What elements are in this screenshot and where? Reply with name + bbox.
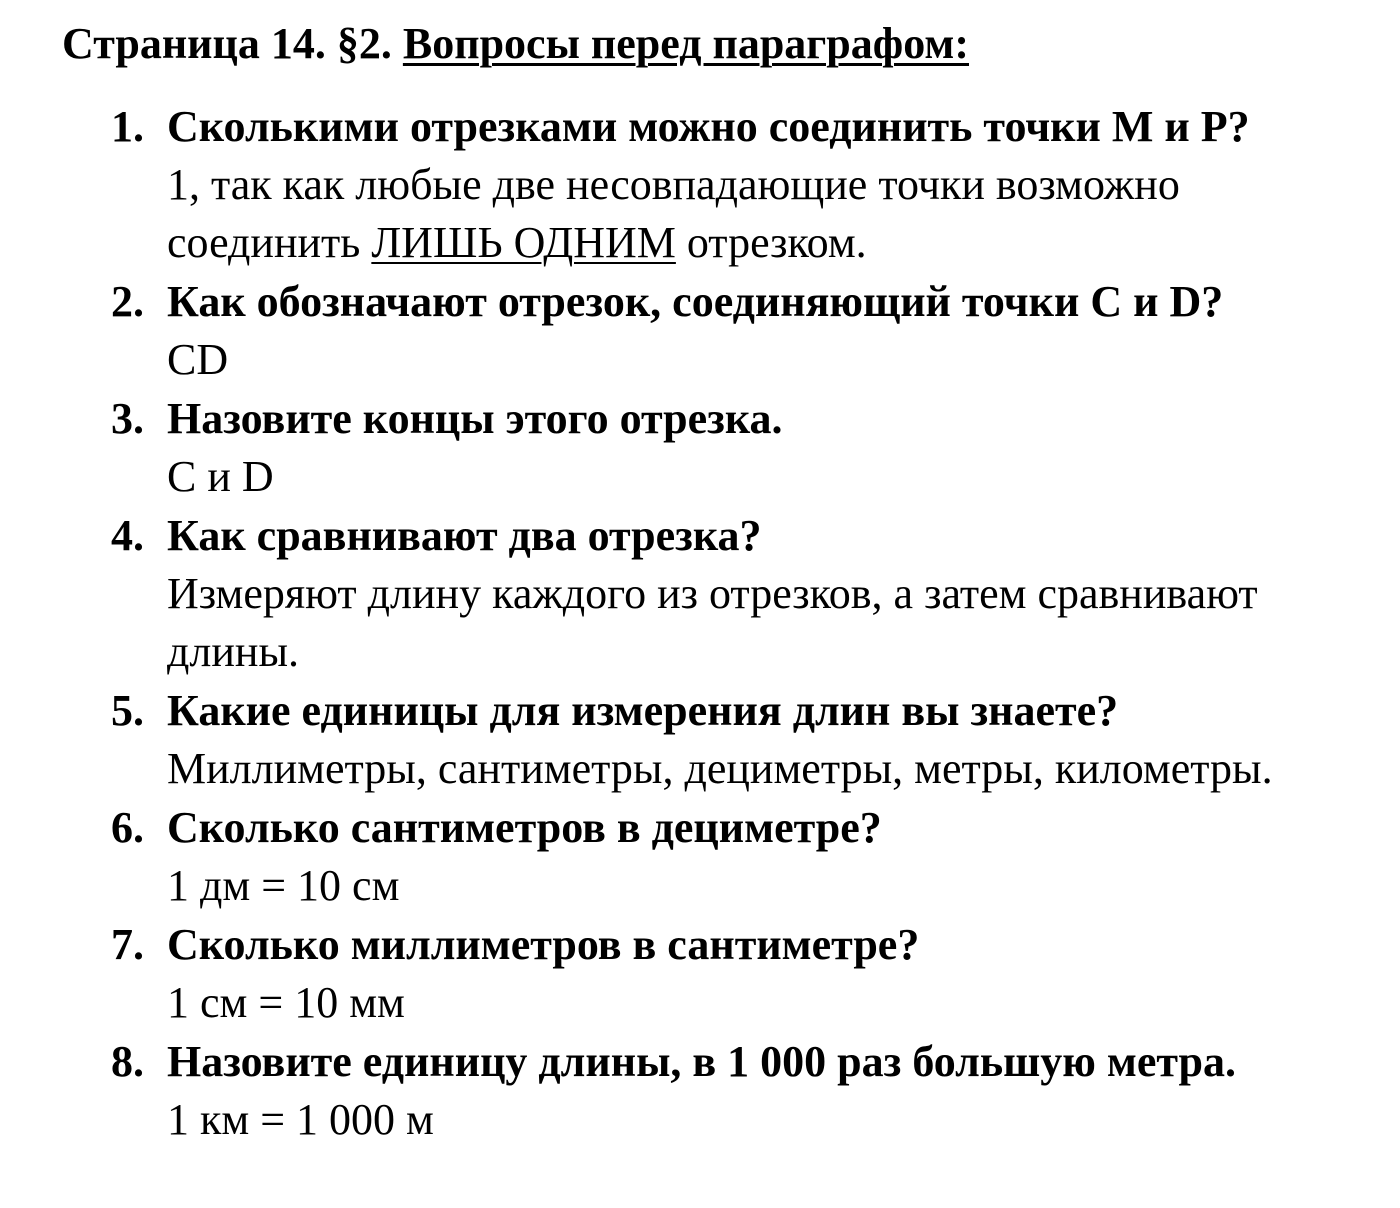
answer-text: Миллиметры, сантиметры, дециметры, метры, километры.	[167, 744, 1273, 793]
question-text: Назовите концы этого отрезка.	[167, 394, 783, 443]
answer-text: C и D	[167, 452, 274, 501]
question-number: 6.	[111, 803, 144, 852]
question-number: 5.	[111, 686, 144, 735]
question-text: Сколько миллиметров в сантиметре?	[167, 920, 920, 969]
answer-text-line-2: длины.	[167, 627, 299, 676]
question-number: 1.	[111, 102, 144, 151]
question-item-2	[0, 272, 1400, 389]
question-item-6	[0, 798, 1400, 915]
answer-text-post: отрезком.	[675, 218, 867, 267]
answer-text: CD	[167, 335, 229, 384]
answer-text-pre: соединить	[167, 218, 372, 267]
question-text: Назовите единицу длины, в 1 000 раз большую метра.	[167, 1037, 1237, 1086]
question-text: Какие единицы для измерения длин вы знаете?	[167, 686, 1119, 735]
answer-text: 1 км = 1 000 м	[167, 1095, 434, 1144]
answer-text: 1 дм = 10 см	[167, 861, 400, 910]
question-number: 3.	[111, 394, 144, 443]
answer-text: 1 см = 10 мм	[167, 978, 405, 1027]
section-number: §2.	[336, 19, 392, 68]
answer-text-line-1: Измеряют длину каждого из отрезков, а затем сравнивают	[167, 569, 1258, 618]
question-item-3	[0, 389, 1400, 506]
question-item-8	[0, 1032, 1400, 1149]
section-title: Вопросы перед параграфом:	[402, 19, 969, 68]
question-text: Сколько сантиметров в дециметре?	[167, 803, 882, 852]
question-number: 7.	[111, 920, 144, 969]
question-item-4	[0, 506, 1400, 681]
page-label: Страница 14.	[62, 19, 326, 68]
question-item-1	[0, 97, 1400, 272]
question-text: Сколькими отрезками можно соединить точки M и P?	[167, 102, 1250, 151]
question-number: 2.	[111, 277, 144, 326]
answer-text-line-1: 1, так как любые две несовпадающие точки возможно	[167, 160, 1180, 209]
answer-text-line-2	[167, 214, 1367, 272]
answer-emphasis: ЛИШЬ ОДНИМ	[371, 218, 676, 267]
question-text: Как сравнивают два отрезка?	[167, 511, 762, 560]
question-item-5	[0, 681, 1400, 798]
question-text: Как обозначают отрезок, соединяющий точки C и D?	[167, 277, 1224, 326]
question-list	[0, 97, 1400, 1149]
question-item-7	[0, 915, 1400, 1032]
page-heading	[62, 14, 969, 74]
question-number: 8.	[111, 1037, 144, 1086]
question-number: 4.	[111, 511, 144, 560]
